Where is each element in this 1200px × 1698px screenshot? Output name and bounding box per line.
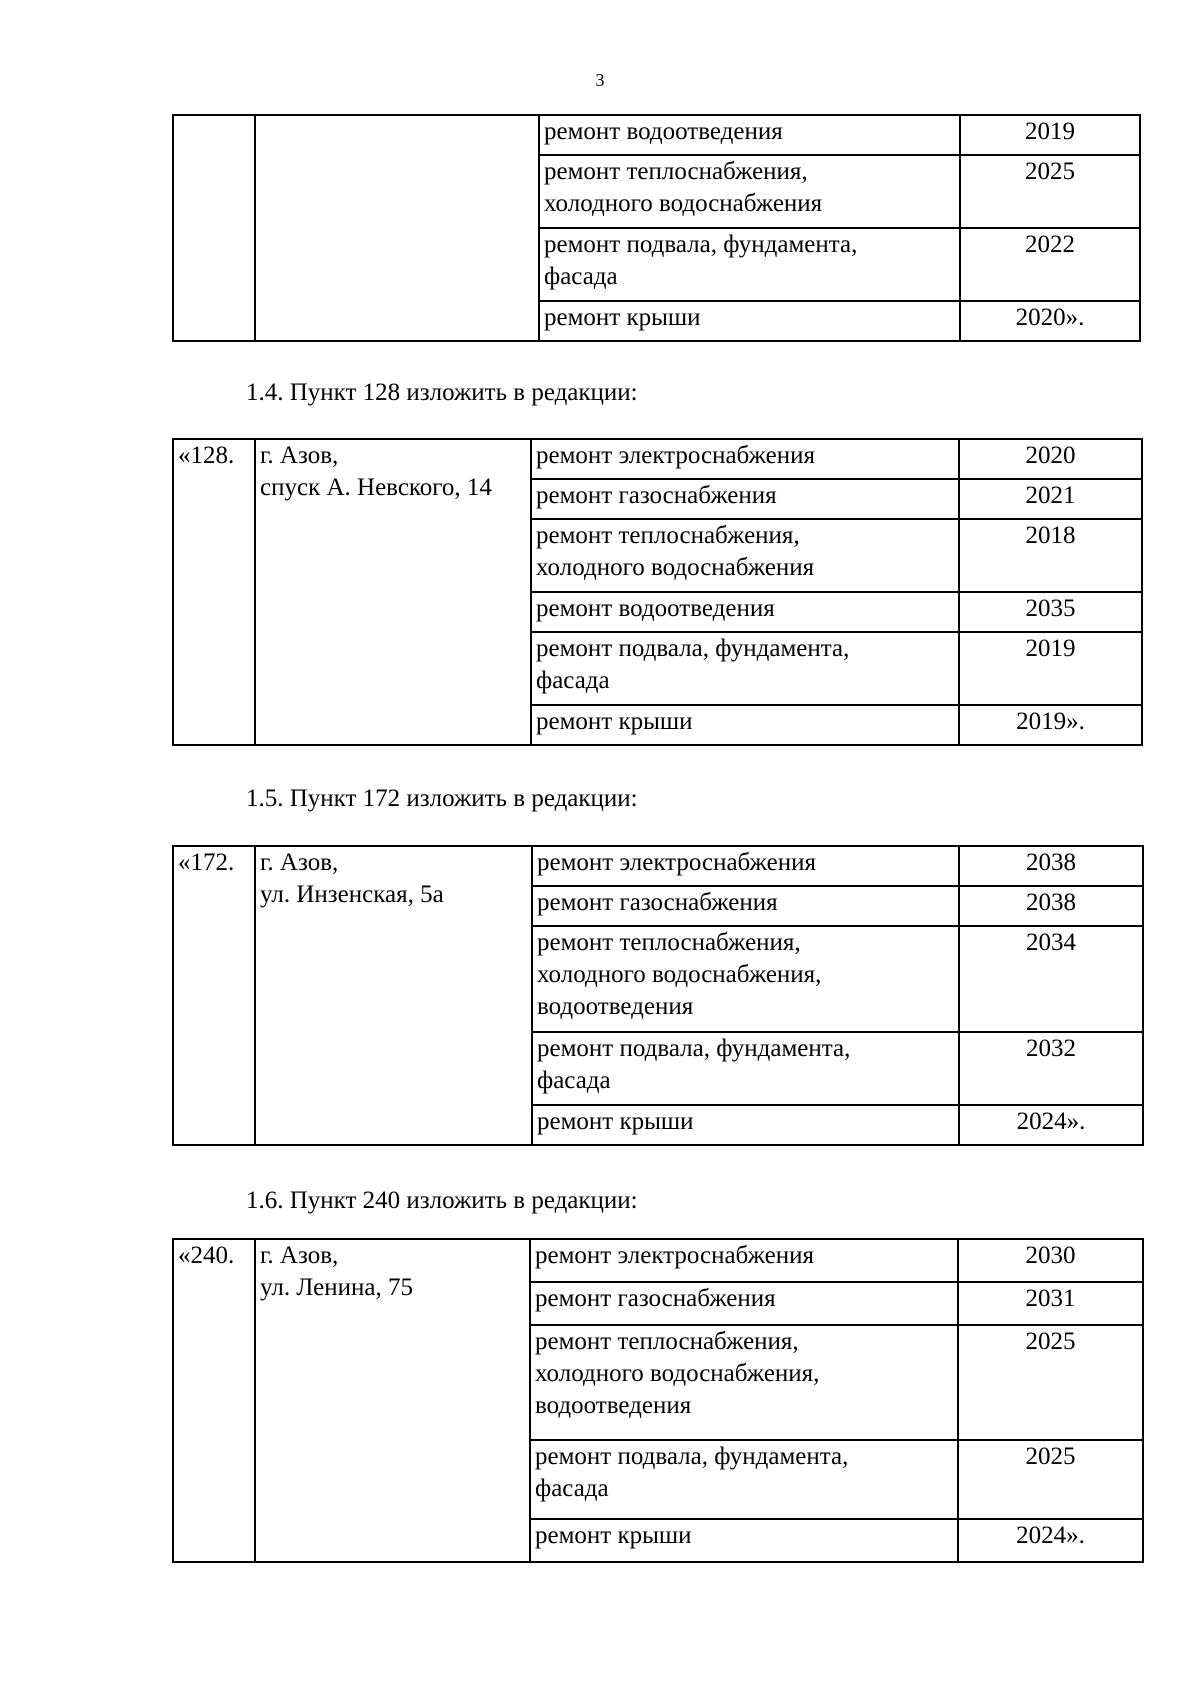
year-cell (959, 519, 1142, 592)
year-cell (958, 1440, 1143, 1519)
section-heading: 1.4. Пункт 128 изложить в редакции: (246, 379, 638, 406)
year-cell (959, 846, 1143, 886)
work-type-line: фасада (536, 667, 610, 694)
address-line: г. Азов, (260, 1242, 339, 1269)
year-value: 2024». (1016, 1522, 1085, 1549)
works-table (172, 845, 1144, 1146)
work-type-cell (532, 1105, 959, 1145)
year-value: 2031 (1025, 1285, 1076, 1312)
works-table (172, 114, 1141, 342)
item-number-cell (173, 1239, 255, 1562)
year-value: 2030 (1025, 1242, 1076, 1269)
work-type-line: ремонт подвала, фундамента, (535, 1443, 849, 1470)
work-type-cell (539, 155, 960, 228)
work-type-cell (530, 1325, 958, 1440)
year-cell (960, 155, 1140, 228)
work-type-line: ремонт теплоснабжения, (544, 158, 808, 185)
work-type-line: ремонт крыши (535, 1522, 692, 1549)
year-value: 2038 (1026, 849, 1076, 876)
year-value: 2018 (1025, 522, 1076, 549)
year-value: 2024». (1016, 1108, 1086, 1135)
year-value: 2019 (1025, 635, 1076, 662)
year-cell (959, 705, 1142, 745)
work-type-line: водоотведения (537, 993, 694, 1020)
work-type-line: ремонт водоотведения (536, 595, 775, 622)
year-cell (959, 439, 1142, 479)
work-type-line: ремонт теплоснабжения, (536, 522, 800, 549)
year-value: 2032 (1026, 1035, 1076, 1062)
work-type-cell (531, 705, 959, 745)
address-line: спуск А. Невского, 14 (260, 474, 492, 501)
work-type-line: фасада (544, 263, 618, 290)
work-type-line: холодного водоснабжения (536, 554, 815, 581)
work-type-cell (539, 301, 960, 341)
year-cell (960, 115, 1140, 155)
section-heading: 1.5. Пункт 172 изложить в редакции: (246, 785, 638, 812)
work-type-line: ремонт газоснабжения (537, 889, 778, 916)
section-heading: 1.6. Пункт 240 изложить в редакции: (246, 1187, 638, 1214)
year-cell (959, 886, 1143, 926)
work-type-line: ремонт теплоснабжения, (535, 1328, 799, 1355)
year-cell (959, 632, 1142, 705)
year-cell (960, 301, 1140, 341)
year-value: 2020». (1015, 304, 1085, 331)
item-number-cell (173, 115, 255, 341)
work-type-cell (530, 1440, 958, 1519)
year-value: 2021 (1025, 482, 1076, 509)
address-line: ул. Инзенская, 5а (260, 881, 444, 908)
work-type-line: холодного водоснабжения, (535, 1360, 820, 1387)
work-type-line: ремонт крыши (537, 1108, 694, 1135)
work-type-cell (531, 479, 959, 519)
address-cell (255, 1239, 530, 1562)
year-value: 2025 (1025, 1443, 1076, 1470)
work-type-line: ремонт подвала, фундамента, (536, 635, 850, 662)
works-table (172, 1238, 1144, 1563)
year-cell (959, 1105, 1143, 1145)
work-type-line: ремонт крыши (544, 304, 701, 331)
work-type-cell (530, 1239, 958, 1282)
works-table (172, 438, 1143, 746)
item-number: «128. (178, 442, 235, 469)
address-cell (255, 115, 539, 341)
work-type-line: фасада (537, 1067, 611, 1094)
address-line: г. Азов, (260, 442, 339, 469)
item-number: «172. (178, 849, 235, 876)
work-type-line: ремонт теплоснабжения, (537, 929, 801, 956)
item-number-cell (173, 846, 255, 1145)
work-type-cell (530, 1282, 958, 1325)
address-line: ул. Ленина, 75 (260, 1274, 413, 1301)
work-type-line: ремонт подвала, фундамента, (537, 1035, 851, 1062)
year-value: 2022 (1025, 231, 1075, 258)
year-value: 2025 (1025, 158, 1075, 185)
year-cell (960, 228, 1140, 301)
work-type-line: ремонт крыши (536, 708, 693, 735)
table-row (173, 115, 1140, 155)
work-type-line: ремонт газоснабжения (535, 1285, 776, 1312)
work-type-line: водоотведения (535, 1392, 692, 1419)
item-number: «240. (178, 1242, 235, 1269)
work-type-line: ремонт подвала, фундамента, (544, 231, 858, 258)
work-type-line: ремонт газоснабжения (536, 482, 777, 509)
year-cell (959, 592, 1142, 632)
year-cell (959, 926, 1143, 1032)
table-row (173, 439, 1142, 479)
work-type-cell (531, 592, 959, 632)
year-cell (958, 1325, 1143, 1440)
work-type-cell (532, 1032, 959, 1105)
year-value: 2020 (1025, 442, 1076, 469)
year-value: 2019». (1016, 708, 1085, 735)
address-cell (255, 439, 531, 745)
year-value: 2035 (1025, 595, 1076, 622)
year-value: 2034 (1026, 929, 1076, 956)
table-row (173, 846, 1143, 886)
work-type-cell (539, 228, 960, 301)
work-type-cell (531, 632, 959, 705)
work-type-cell (532, 846, 959, 886)
work-type-line: ремонт водоотведения (544, 118, 783, 145)
work-type-cell (532, 886, 959, 926)
year-cell (958, 1239, 1143, 1282)
table-row (173, 1239, 1143, 1282)
year-value: 2019 (1025, 118, 1075, 145)
work-type-line: ремонт электроснабжения (535, 1242, 814, 1269)
year-value: 2038 (1026, 889, 1076, 916)
work-type-line: ремонт электроснабжения (536, 442, 815, 469)
address-cell (255, 846, 532, 1145)
work-type-cell (532, 926, 959, 1032)
work-type-cell (530, 1519, 958, 1562)
work-type-cell (531, 439, 959, 479)
year-cell (959, 1032, 1143, 1105)
work-type-line: холодного водоснабжения, (537, 961, 822, 988)
page-number: 3 (595, 70, 605, 90)
work-type-cell (531, 519, 959, 592)
address-line: г. Азов, (260, 849, 339, 876)
work-type-line: холодного водоснабжения (544, 190, 823, 217)
work-type-cell (539, 115, 960, 155)
work-type-line: фасада (535, 1475, 609, 1502)
year-value: 2025 (1025, 1328, 1076, 1355)
work-type-line: ремонт электроснабжения (537, 849, 816, 876)
item-number-cell (173, 439, 255, 745)
year-cell (958, 1519, 1143, 1562)
year-cell (958, 1282, 1143, 1325)
year-cell (959, 479, 1142, 519)
